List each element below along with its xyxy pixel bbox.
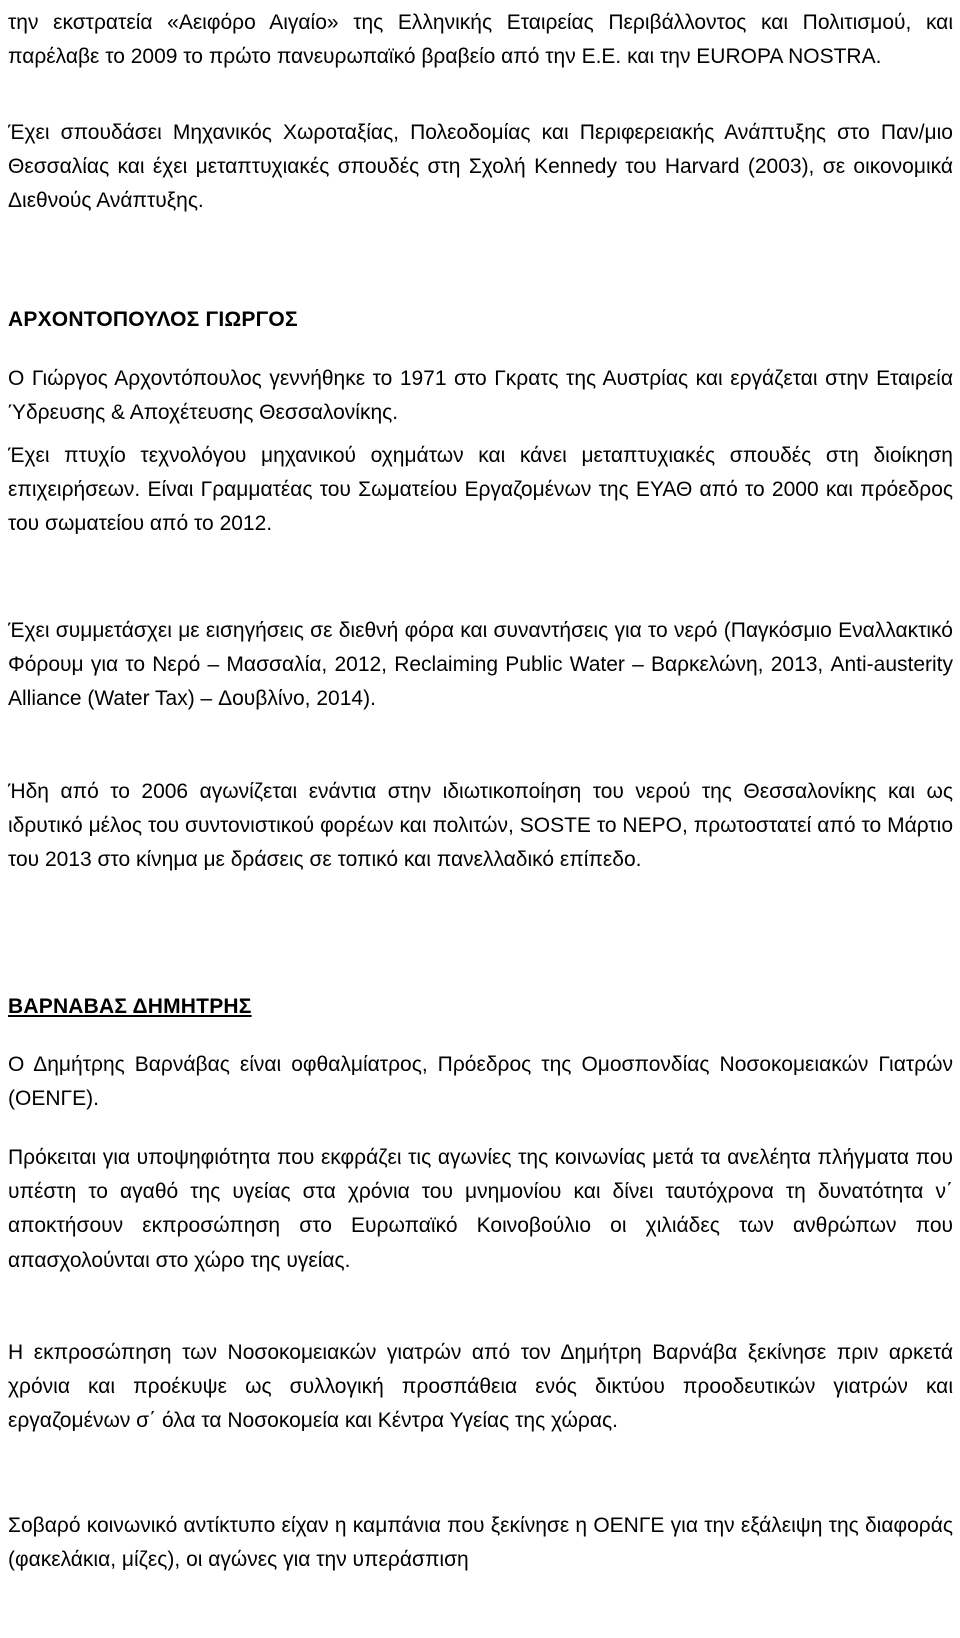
heading-varnavas: ΒΑΡΝΑΒΑΣ ΔΗΜΗΤΡΗΣ <box>8 995 252 1018</box>
paragraph-varnavas-candidacy: Πρόκειται για υποψηφιότητα που εκφράζει τις αγωνίες της κοινωνίας μετά τα ανελέητα πλήγματα που υπέστη το αγαθό της υγείας στα χρόνια του μνημονίου και δίνει ταυτόχρονα τη δυνατότητα ν΄ αποκτήσουν εκπροσώπηση στο Ευρωπαϊκό Κοινοβούλιο οι χιλιάδες των ανθρώπων που απασχολούνται στο χώρο της υγείας. <box>8 1146 953 1272</box>
paragraph-archontopoulos-studies: Έχει πτυχίο τεχνολόγου μηχανικού οχημάτων και κάνει μεταπτυχιακές σπουδές στη διοίκηση επιχειρήσεων. Είναι Γραμματέας του Σωματείου Εργαζομένων της ΕΥΑΘ από το 2000 και πρόεδρος του σωματείου από το 2012. <box>8 444 953 536</box>
paragraph-varnavas-campaign: Σοβαρό κοινωνικό αντίκτυπο είχαν η καμπάνια που ξεκίνησε η ΟΕΝΓΕ για την εξάλειψη της διαφοράς (φακελάκια, μίζες), οι αγώνες για την υπεράσπιση <box>8 1514 953 1572</box>
paragraph-campaign-award: την εκστρατεία «Αειφόρο Αιγαίο» της Ελληνικής Εταιρείας Περιβάλλοντος και Πολιτισμού, και παρέλαβε το 2009 το πρώτο πανευρωπαϊκό βραβείο από την Ε.Ε. και την EUROPA NOSTRA. <box>8 11 953 69</box>
paragraph-varnavas-bio: Ο Δημήτρης Βαρνάβας είναι οφθαλμίατρος, Πρόεδρος της Ομοσπονδίας Νοσοκομειακών Γιατρών (ΟΕΝΓΕ). <box>8 1053 953 1111</box>
paragraph-education: Έχει σπουδάσει Μηχανικός Χωροταξίας, Πολεοδομίας και Περιφερειακής Ανάπτυξης στο Παν/μιο Θεσσαλίας και έχει μεταπτυχιακές σπουδές στη Σχολή Kennedy του Harvard (2003), σε οικονομικά Διεθνούς Ανάπτυξης. <box>8 121 953 213</box>
paragraph-varnavas-representation: Η εκπροσώπηση των Νοσοκομειακών γιατρών από τον Δημήτρη Βαρνάβα ξεκίνησε πριν αρκετά χρόνια και προέκυψε ως συλλογική προσπάθεια ενός δικτύου προοδευτικών γιατρών και εργαζομένων σ΄ όλα τα Νοσοκομεία και Κέντρα Υγείας της χώρας. <box>8 1341 953 1433</box>
paragraph-archontopoulos-bio: Ο Γιώργος Αρχοντόπουλος γεννήθηκε το 1971 στο Γκρατς της Αυστρίας και εργάζεται στην Εταιρεία Ύδρευσης & Αποχέτευσης Θεσσαλονίκης. <box>8 367 953 425</box>
heading-archontopoulos: ΑΡΧΟΝΤΟΠΟΥΛΟΣ ΓΙΩΡΓΟΣ <box>8 308 298 331</box>
paragraph-archontopoulos-activism: Ήδη από το 2006 αγωνίζεται ενάντια στην ιδιωτικοποίηση του νερού της Θεσσαλονίκης και ως ιδρυτικό μέλος του συντονιστικού φορέων και πολιτών, SOSTE το ΝΕΡΟ, πρωτοστατεί από το Μάρτιο του 2013 στο κίνημα με δράσεις σε τοπικό και πανελλαδικό επίπεδο. <box>8 780 953 872</box>
paragraph-archontopoulos-forums: Έχει συμμετάσχει με εισηγήσεις σε διεθνή φόρα και συναντήσεις για το νερό (Παγκόσμιο Εναλλακτικό Φόρουμ για το Νερό – Μασσαλία, 2012, Reclaiming Public Water – Βαρκελώνη, 2013, Anti-austerity Alliance (Water Tax) – Δουβλίνο, 2014). <box>8 619 953 711</box>
